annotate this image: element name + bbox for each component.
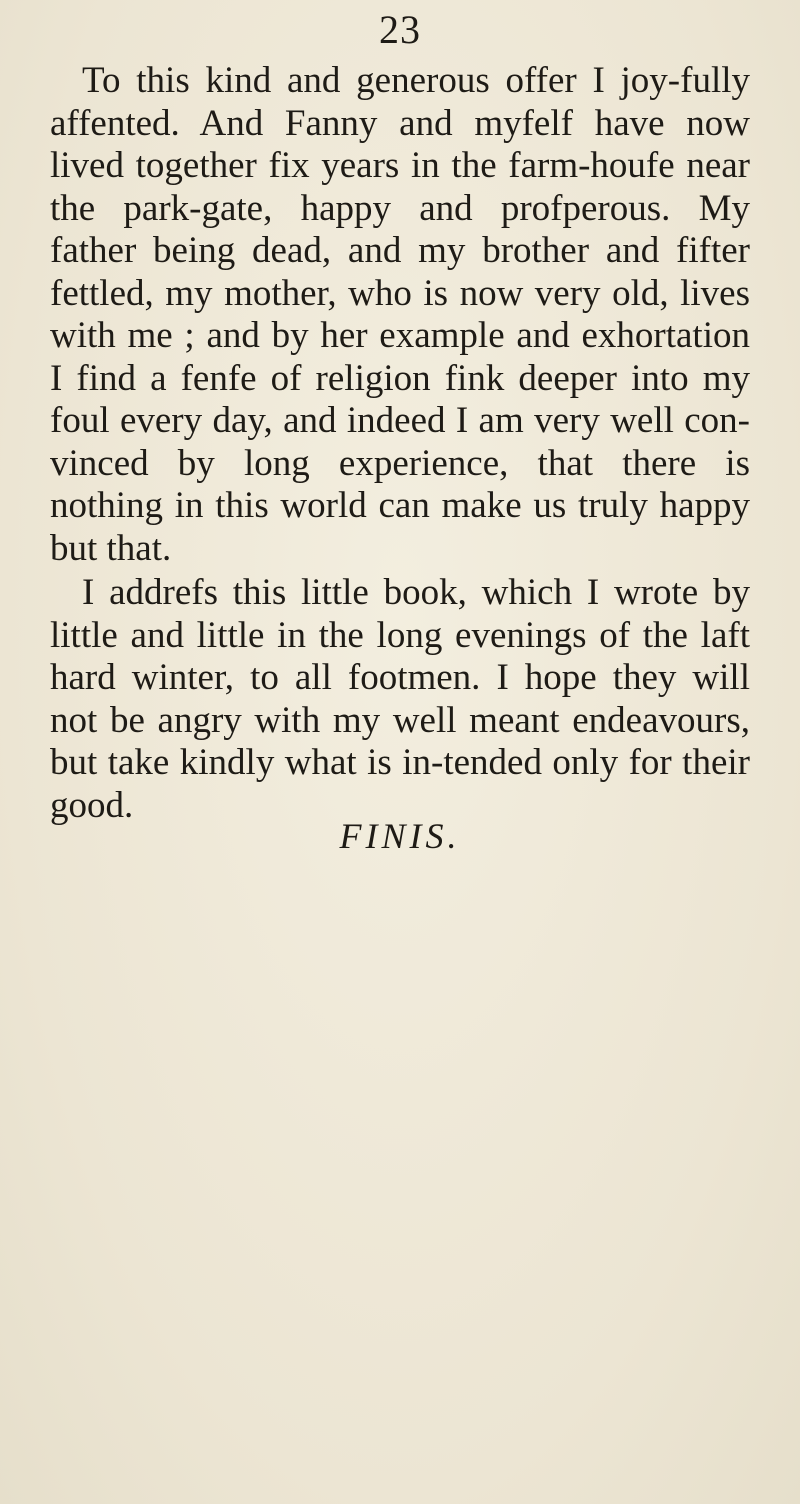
paragraph-2-text: I addrefs this little book, which I wrote by little and little in the long evenings of the laft hard winter, to all footmen. I hope they will not be angry with my well meant endeavours, but take kindly what is in-tended only for their good.: [50, 572, 750, 826]
paragraph-1: [50, 60, 750, 570]
body-text: [50, 60, 750, 827]
paragraph-1-text: To this kind and generous offer I joy-fully affented. And Fanny and myfelf have now lived together fix years in the farm-houfe near the park-gate, happy and profperous. My father being dead, and my brother and fifter fettled, my mother, who is now very old, lives with me ; and by her example and exhortation I find a fenfe of religion fink deeper into my foul every day, and indeed I am very well con-vinced by long experience, that there is nothing in this world can make us truly happy but that.: [50, 60, 750, 569]
finis-heading: FINIS.: [339, 816, 461, 856]
paragraph-2: [50, 572, 750, 827]
page-number: 23: [379, 7, 421, 52]
